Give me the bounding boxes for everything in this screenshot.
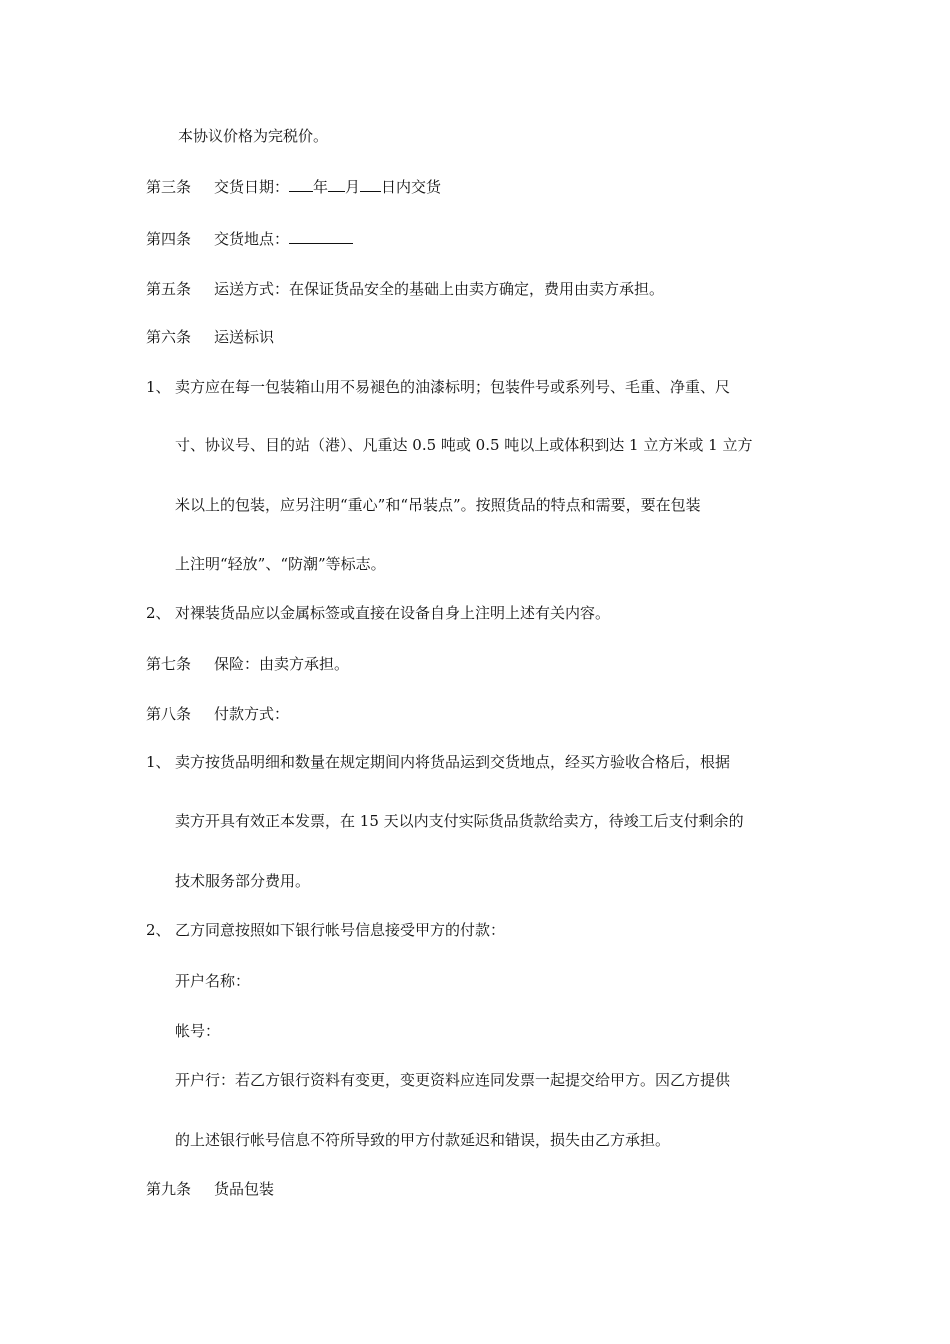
bank-line-1: 开户行：若乙方银行资料有变更，变更资料应连同发票一起提交给甲方。因乙方提供: [175, 1071, 731, 1089]
art6-item-1-line-1: [146, 377, 730, 397]
art6-item-1-line-3: 米以上的包装，应另注明“重心”和“吊装点”。按照货品的特点和需要，要在包装: [175, 496, 701, 514]
article-6: [146, 327, 274, 347]
day-suffix-text: 日内交货: [381, 178, 442, 196]
article-label: 第三条: [146, 178, 192, 196]
art8-item-1-line-3: 技术服务部分费用。: [175, 872, 311, 890]
art8-item-1-line-2: 卖方开具有效正本发票，在 15 天以内支付实际货品货款给卖方，待竣工后支付剩余的: [175, 812, 744, 830]
item-number: 1、: [146, 378, 171, 396]
delivery-place-label: 交货地点：: [214, 230, 290, 248]
month-blank: [328, 176, 345, 192]
article-4: [146, 228, 353, 249]
payment-method-title: 付款方式：: [214, 705, 290, 723]
price-note: 本协议价格为完税价。: [178, 127, 329, 145]
item-text: 卖方按货品明细和数量在规定期间内将货品运到交货地点，经买方验收合格后，根据: [175, 753, 731, 771]
art6-item-1-line-4: 上注明“轻放”、“防潮”等标志。: [175, 555, 386, 573]
article-label: 第七条: [146, 655, 192, 673]
art8-item-1-line-1: [146, 752, 730, 772]
article-label: 第四条: [146, 230, 192, 248]
place-blank: [289, 228, 353, 244]
account-number-line: 帐号：: [175, 1022, 221, 1040]
art8-item-2: [146, 920, 505, 940]
item-text: 对裸装货品应以金属标签或直接在设备自身上注明上述有关内容。: [175, 604, 611, 622]
insurance-text: 保险：由卖方承担。: [214, 655, 350, 673]
item-number: 2、: [146, 604, 171, 622]
article-3: [146, 176, 441, 197]
day-blank: [360, 176, 381, 192]
article-label: 第九条: [146, 1180, 192, 1198]
art6-item-1-line-2: 寸、协议号、目的站（港）、凡重达 0.5 吨或 0.5 吨以上或体积到达 1 立方米或 1 立方: [175, 436, 753, 454]
article-9: [146, 1179, 274, 1199]
article-7: [146, 654, 349, 674]
article-label: 第六条: [146, 328, 192, 346]
bank-line-2: 的上述银行帐号信息不符所导致的甲方付款延迟和错误，损失由乙方承担。: [175, 1131, 671, 1149]
shipping-method-text: 运送方式：在保证货品安全的基础上由卖方确定，费用由卖方承担。: [214, 280, 665, 298]
year-blank: [289, 176, 313, 192]
item-number: 2、: [146, 921, 171, 939]
article-label: 第五条: [146, 280, 192, 298]
delivery-date-label: 交货日期：: [214, 178, 290, 196]
article-label: 第八条: [146, 705, 192, 723]
account-name-line: 开户名称：: [175, 972, 251, 990]
item-text: 乙方同意按照如下银行帐号信息接受甲方的付款：: [175, 921, 506, 939]
packaging-title: 货品包装: [214, 1180, 275, 1198]
year-text: 年: [313, 178, 329, 196]
art6-item-2: [146, 603, 610, 623]
item-number: 1、: [146, 753, 171, 771]
item-text: 卖方应在每一包装箱山用不易褪色的油漆标明；包装件号或系列号、毛重、净重、尺: [175, 378, 731, 396]
shipping-mark-title: 运送标识: [214, 328, 275, 346]
month-text: 月: [345, 178, 361, 196]
article-8: [146, 704, 289, 724]
article-5: [146, 279, 664, 299]
